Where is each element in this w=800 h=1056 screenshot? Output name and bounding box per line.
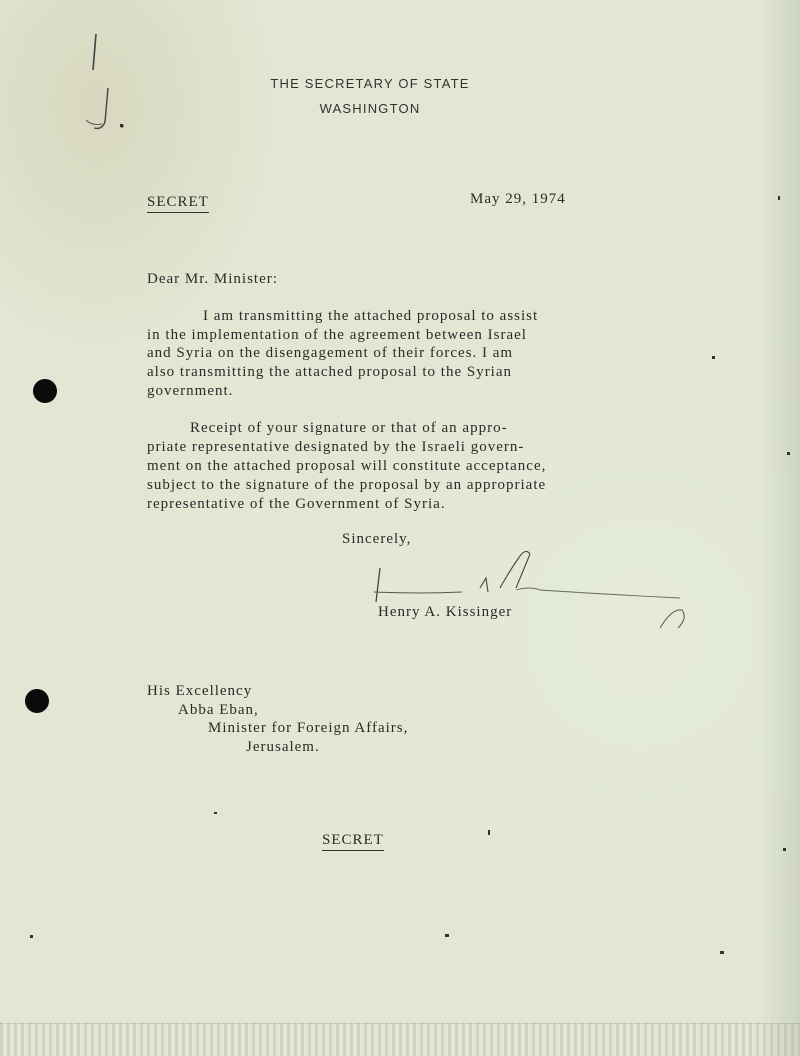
recipient-name: Abba Eban, <box>178 702 259 718</box>
paragraph-line: subject to the signature of the proposal by an appropriate <box>147 477 547 493</box>
paragraph-line: also transmitting the attached proposal to the Syrian <box>147 364 513 380</box>
punch-hole <box>33 379 57 403</box>
paragraph-line: in the implementation of the agreement between Israel <box>147 327 527 343</box>
classification-top: SECRET <box>147 194 209 213</box>
scan-speck <box>445 934 449 937</box>
letter-date: May 29, 1974 <box>470 191 566 207</box>
paper-bottom-edge <box>0 1023 800 1056</box>
paper-edge-shadow <box>758 0 800 1056</box>
scan-speck <box>720 951 724 954</box>
paragraph-line: I am transmitting the attached proposal to assist <box>203 308 539 324</box>
closing: Sincerely, <box>342 531 412 547</box>
signatory-name: Henry A. Kissinger <box>378 604 513 620</box>
classification-bottom: SECRET <box>322 832 384 851</box>
scan-speck <box>778 196 780 200</box>
salutation: Dear Mr. Minister: <box>147 271 278 287</box>
scan-speck <box>488 830 490 835</box>
scan-speck <box>712 356 715 359</box>
paragraph-line: and Syria on the disengagement of their forces. I am <box>147 345 514 361</box>
scan-speck <box>30 935 33 938</box>
scan-speck <box>214 812 217 814</box>
paragraph-line: ment on the attached proposal will constitute acceptance, <box>147 458 547 474</box>
recipient-title: Minister for Foreign Affairs, <box>208 720 409 736</box>
scan-speck <box>783 848 786 851</box>
recipient-city: Jerusalem. <box>246 739 320 755</box>
scan-speck <box>120 124 123 127</box>
letterhead-title: THE SECRETARY OF STATE <box>270 76 470 91</box>
paragraph-line: government. <box>147 383 234 399</box>
punch-hole <box>25 689 49 713</box>
recipient-honorific: His Excellency <box>147 683 253 699</box>
paragraph-line: representative of the Government of Syria. <box>147 496 446 512</box>
signature-scrawl <box>360 548 690 638</box>
scan-speck <box>787 452 790 455</box>
paragraph-line: Receipt of your signature or that of an appro- <box>190 420 508 436</box>
paragraph-line: priate representative designated by the Israeli govern- <box>147 439 525 455</box>
letterhead-city: WASHINGTON <box>319 101 421 116</box>
